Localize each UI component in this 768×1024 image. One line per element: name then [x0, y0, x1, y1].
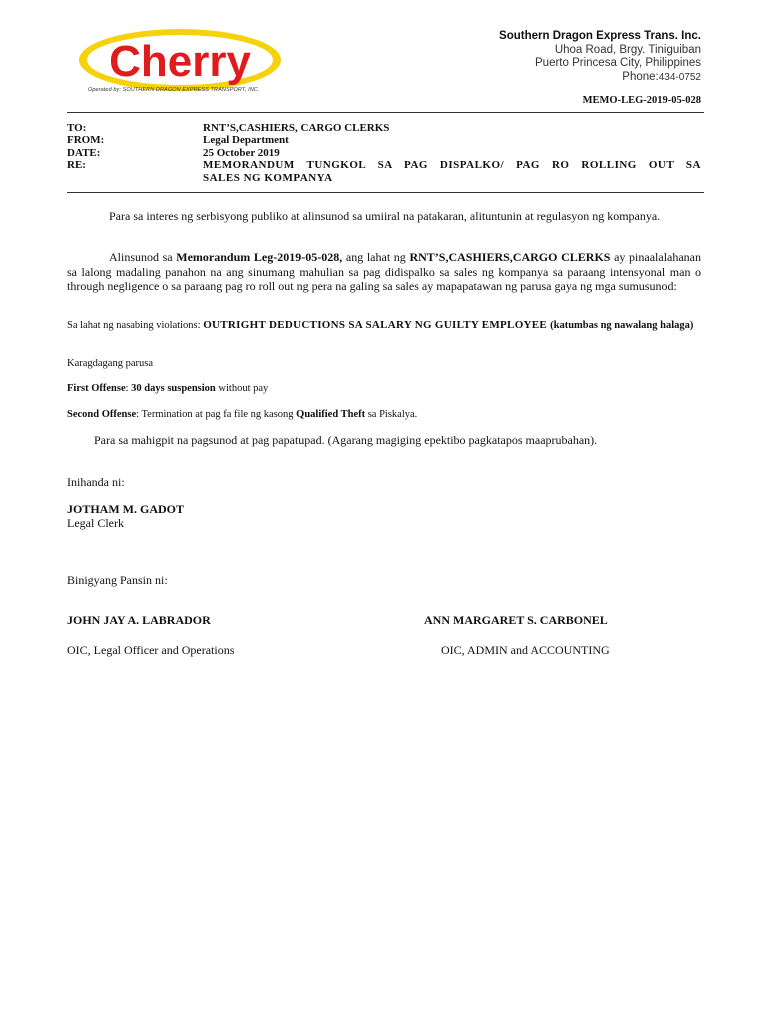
re-line-1: MEMORANDUM TUNGKOL SA PAG DISPALKO/ PAG RO ROLLING OUT SA	[203, 159, 701, 171]
company-block	[499, 30, 701, 84]
company-name: Southern Dragon Express Trans. Inc.	[499, 30, 701, 42]
date-label: DATE:	[67, 147, 101, 159]
paragraph-intro: Para sa interes ng serbisyong publiko at alinsunod sa umiiral na patakaran, alituntunin at regulasyon ng kompanya.	[109, 209, 661, 223]
noted-left-role: OIC, Legal Officer and Operations	[67, 643, 235, 657]
company-address-1: Uhoa Road, Brgy. Tiniguiban	[554, 43, 701, 56]
to-label: TO:	[67, 122, 87, 134]
first-offense-line: First Offense: 30 days suspension without pay	[67, 383, 269, 394]
noted-right-role: OIC, ADMIN and ACCOUNTING	[441, 643, 610, 657]
company-phone: Phone:434-0752	[622, 70, 701, 83]
prepared-by-name: JOTHAM M. GADOT	[67, 502, 184, 516]
header-top-rule	[67, 112, 704, 113]
violations-line: Sa lahat ng nasabing violations: OUTRIGHT DEDUCTIONS SA SALARY NG GUILTY EMPLOYEE (katumbas ng nawalang halaga)	[67, 319, 694, 331]
second-offense-line: Second Offense: Termination at pag fa file ng kasong Qualified Theft sa Piskalya.	[67, 409, 418, 420]
extra-penalty-label: Karagdagang parusa	[67, 358, 153, 369]
re-label: RE:	[67, 159, 86, 171]
date-value: 25 October 2019	[203, 147, 280, 159]
re-line-2: SALES NG KOMPANYA	[203, 172, 333, 184]
prepared-by-role: Legal Clerk	[67, 516, 124, 530]
memo-number: MEMO-LEG-2019-05-028	[582, 95, 701, 106]
from-value: Legal Department	[203, 134, 289, 146]
prepared-by-label: Inihanda ni:	[67, 475, 125, 489]
logo-text: Cherry	[109, 37, 251, 86]
paragraph-closing: Para sa mahigpit na pagsunod at pag papatupad. (Agarang magiging epektibo pagkatapos maaprubahan).	[94, 433, 598, 447]
noted-right-name: ANN MARGARET S. CARBONEL	[424, 613, 608, 627]
logo-tagline: Operated by: SOUTHERN DRAGON EXPRESS TRANSPORT, INC.	[88, 87, 260, 93]
paragraph-memorandum: Alinsunod sa Memorandum Leg-2019-05-028, ang lahat ng RNT’S,CASHIERS,CARGO CLERKS ay pinaalalahanan sa lalong madaling panahon na ang sinumang mahulian sa pag didispalko sa sales ng kompanya sa paraang intensyonal man o through negligence o sa paraang pag ro roll out ng pera na galing sa sales ay mapapatawan ng parusa gaya ng mga sumusunod:	[67, 250, 702, 293]
to-value: RNT’S,CASHIERS, CARGO CLERKS	[203, 122, 390, 134]
company-address-2: Puerto Princesa City, Philippines	[535, 57, 701, 69]
noted-by-label: Binigyang Pansin ni:	[67, 573, 168, 587]
noted-left-name: JOHN JAY A. LABRADOR	[67, 613, 211, 627]
header-bottom-rule	[67, 192, 704, 193]
from-label: FROM:	[67, 134, 105, 146]
